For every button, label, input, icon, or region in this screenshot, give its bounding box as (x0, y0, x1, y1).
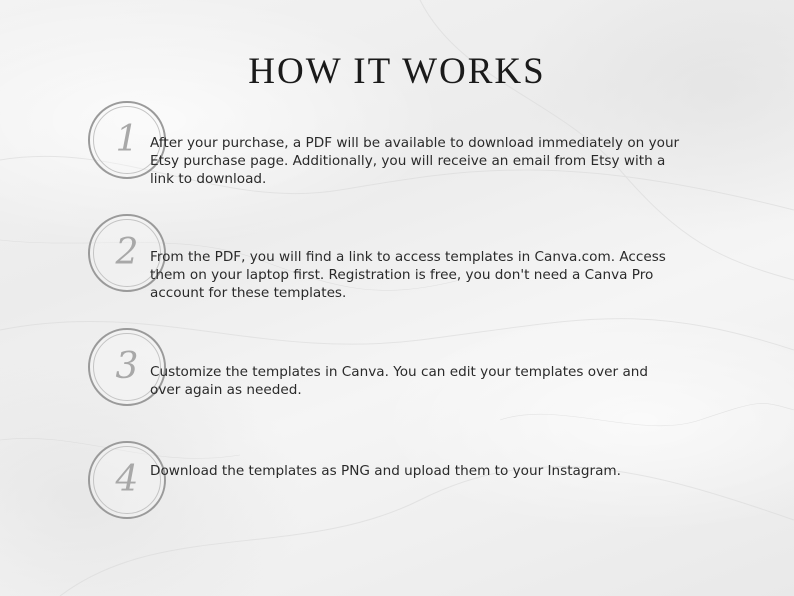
page-title: HOW IT WORKS (248, 51, 546, 92)
step-number: 3 (115, 346, 139, 387)
step-number: 2 (115, 232, 139, 273)
step-text: After your purchase, a PDF will be available to download immediately on your Etsy purchase page. Additionally, you will receive an email from Etsy with a link to download. (150, 135, 680, 187)
step-text: From the PDF, you will find a link to access templates in Canva.com. Access them on your laptop first. Registration is free, you don't need a Canva Pro account for these templates. (150, 249, 666, 301)
step-text: Download the templates as PNG and upload them to your Instagram. (150, 463, 621, 479)
step-number-circle (88, 101, 166, 179)
step-number: 4 (115, 459, 139, 500)
step-number-circle (88, 441, 166, 519)
step-text: Customize the templates in Canva. You can edit your templates over and over again as needed. (150, 364, 649, 398)
step-number-circle (88, 214, 166, 292)
step-number: 1 (115, 119, 139, 160)
step-number-circle (88, 328, 166, 406)
